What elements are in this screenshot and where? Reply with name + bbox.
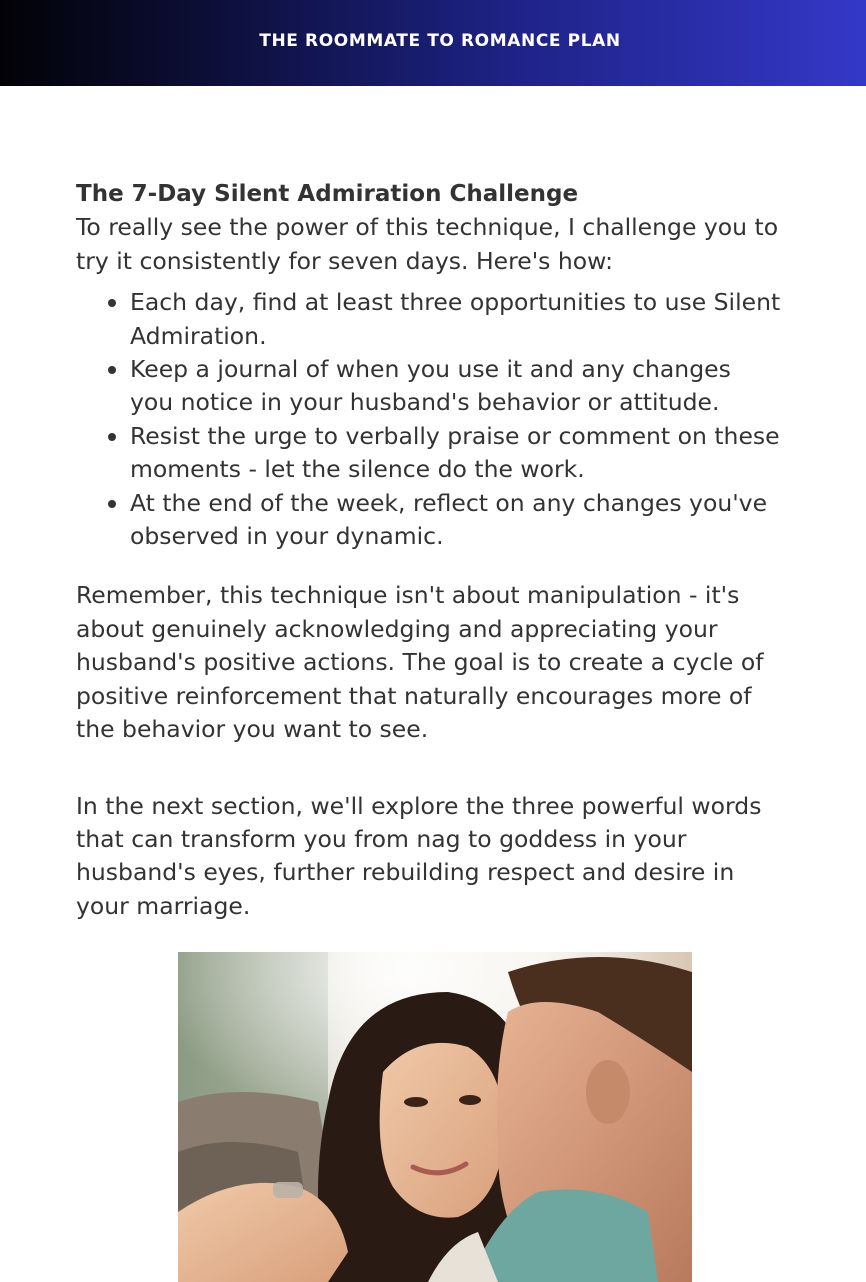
list-item: Each day, find at least three opportunities to use Silent Admiration. [130,286,781,353]
article-body [76,178,781,923]
list-item: Resist the urge to verbally praise or comment on these moments - let the silence do the work. [130,420,781,487]
list-item: Keep a journal of when you use it and any changes you notice in your husband's behavior or attitude. [130,353,781,420]
list-item: At the end of the week, reflect on any changes you've observed in your dynamic. [130,487,781,554]
next-section-paragraph: In the next section, we'll explore the three powerful words that can transform you from nag to goddess in your husband's eyes, further rebuilding respect and desire in your marriage. [76,791,762,920]
header-title: THE ROOMMATE TO ROMANCE PLAN [259,31,621,51]
intro-paragraph: To really see the power of this technique, I challenge you to try it consistently for seven days. Here's how: [76,213,779,275]
page-header [0,0,866,86]
remember-paragraph: Remember, this technique isn't about manipulation - it's about genuinely acknowledging and appreciating your husband's positive actions. The goal is to create a cycle of positive reinforcement that naturally encourages more of the behavior you want to see. [76,581,764,744]
couple-photo [178,952,692,1282]
section-heading: The 7-Day Silent Admiration Challenge [76,181,579,207]
challenge-steps-list [76,286,781,553]
